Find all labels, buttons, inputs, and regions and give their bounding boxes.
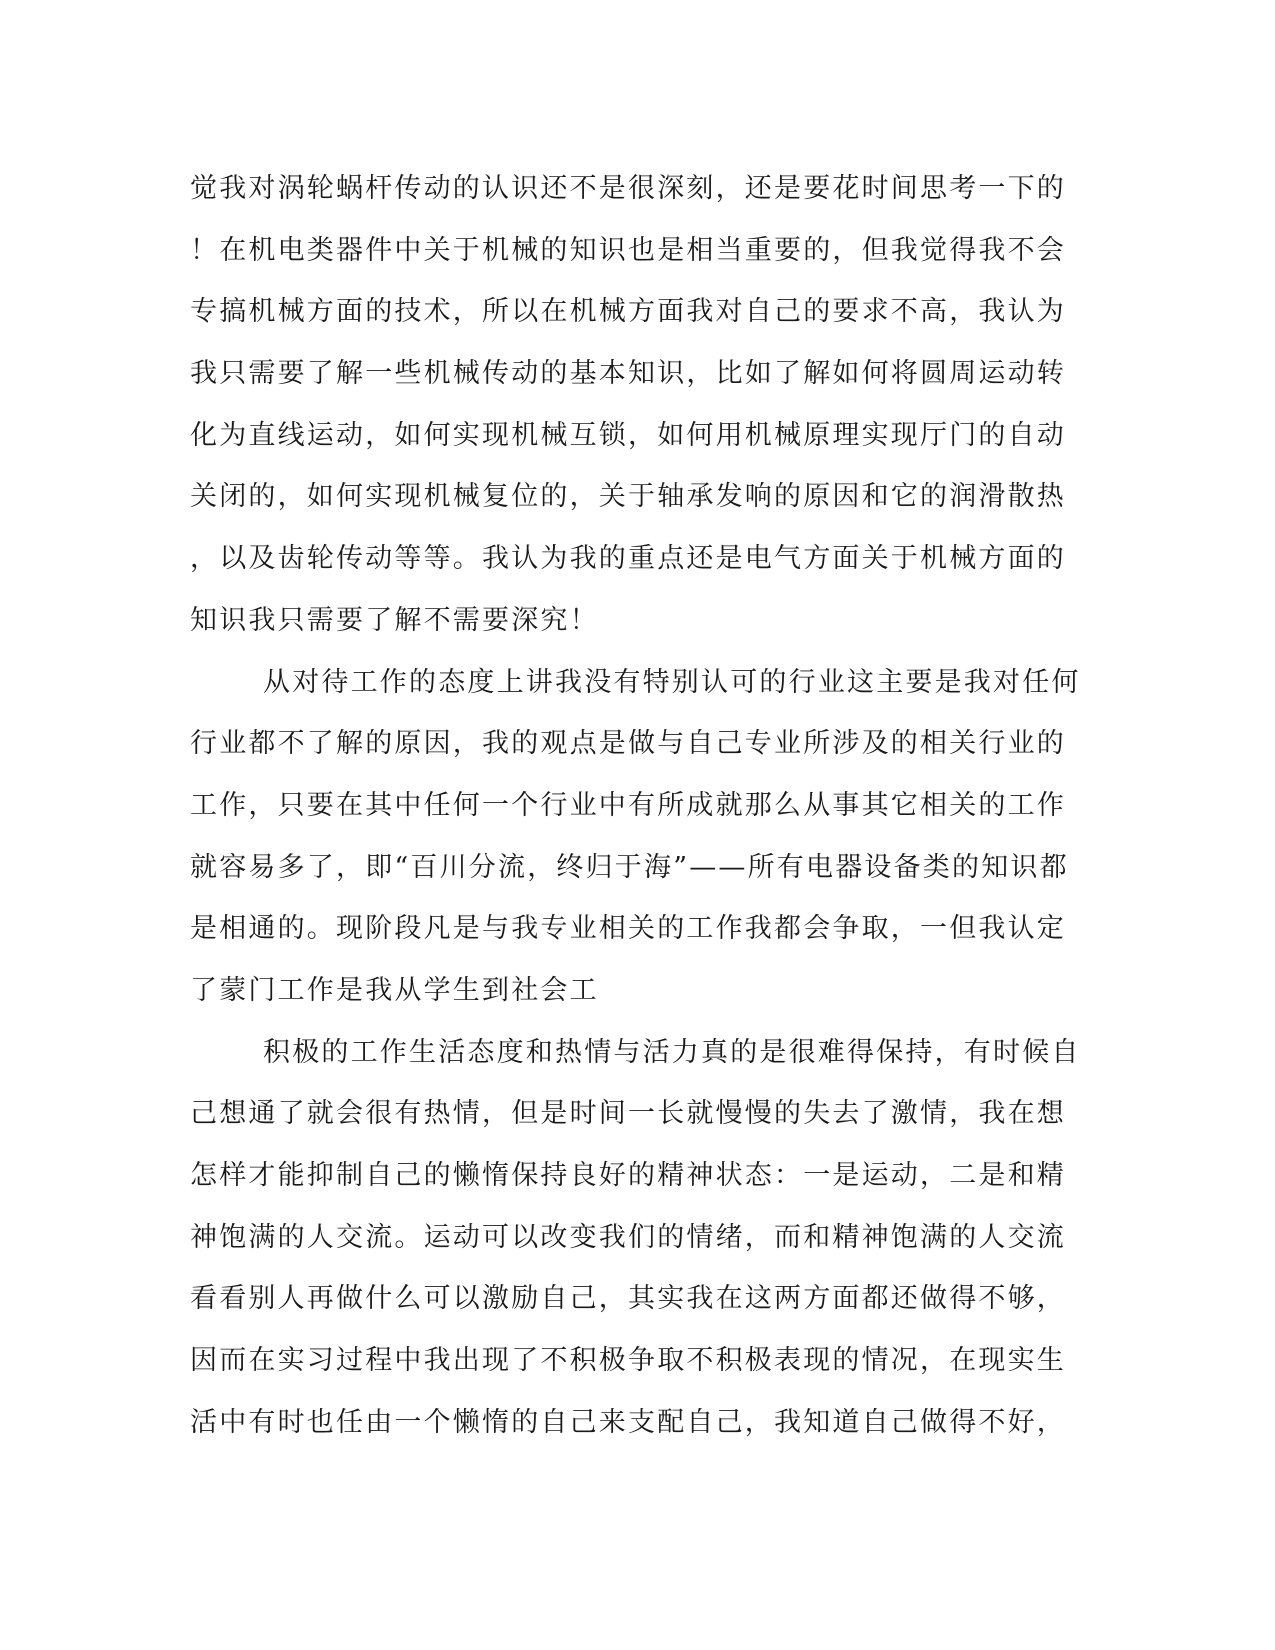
text-line: 是相通的。现阶段凡是与我专业相关的工作我都会争取，一但我认定 — [190, 913, 1066, 945]
text-line: 怎样才能抑制自己的懒惰保持良好的精神状态：一是运动，二是和精 — [190, 1160, 1066, 1191]
text-line: 看看别人再做什么可以激励自己，其实我在这两方面都还做得不够， — [190, 1283, 1066, 1315]
text-line: 关闭的，如何实现机械复位的，关于轴承发响的原因和它的润滑散热 — [190, 481, 1066, 513]
text-line: ！在机电类器件中关于机械的知识也是相当重要的，但我觉得我不会 — [190, 234, 1066, 266]
text-line: 就容易多了，即“百川分流，终归于海”——所有电器设备类的知识都 — [190, 851, 1069, 883]
text-line: 己想通了就会很有热情，但是时间一长就慢慢的失去了激情，我在想 — [190, 1098, 1066, 1130]
text-line: 活中有时也任由一个懒惰的自己来支配自己，我知道自己做得不好， — [190, 1406, 1066, 1438]
text-line: 专搞机械方面的技术，所以在机械方面我对自己的要求不高，我认为 — [190, 296, 1066, 328]
text-line: 我只需要了解一些机械传动的基本知识，比如了解如何将圆周运动转 — [190, 358, 1066, 390]
text-line: 化为直线运动，如何实现机械互锁，如何用机械原理实现厅门的自动 — [190, 419, 1066, 451]
text-line: ，以及齿轮传动等等。我认为我的重点还是电气方面关于机械方面的 — [190, 543, 1066, 575]
text-line: 行业都不了解的原因，我的观点是做与自己专业所涉及的相关行业的 — [190, 728, 1066, 760]
text-line: 了蒙门工作是我从学生到社会工 — [190, 974, 599, 1006]
text-line: 觉我对涡轮蜗杆传动的认识还不是很深刻，还是要花时间思考一下的 — [190, 173, 1066, 204]
text-line: 知识我只需要了解不需要深究！ — [190, 604, 599, 636]
paragraph-first-line: 积极的工作生活态度和热情与活力真的是很难得保持，有时候自 — [263, 1036, 1081, 1068]
body-text — [190, 163, 1080, 1458]
paragraph-first-line: 从对待工作的态度上讲我没有特别认可的行业这主要是我对任何 — [263, 666, 1081, 698]
text-line: 因而在实习过程中我出现了不积极争取不积极表现的情况，在现实生 — [190, 1345, 1066, 1377]
text-line: 神饱满的人交流。运动可以改变我们的情绪，而和精神饱满的人交流 — [190, 1221, 1066, 1253]
text-line: 工作，只要在其中任何一个行业中有所成就那么从事其它相关的工作 — [190, 789, 1066, 821]
